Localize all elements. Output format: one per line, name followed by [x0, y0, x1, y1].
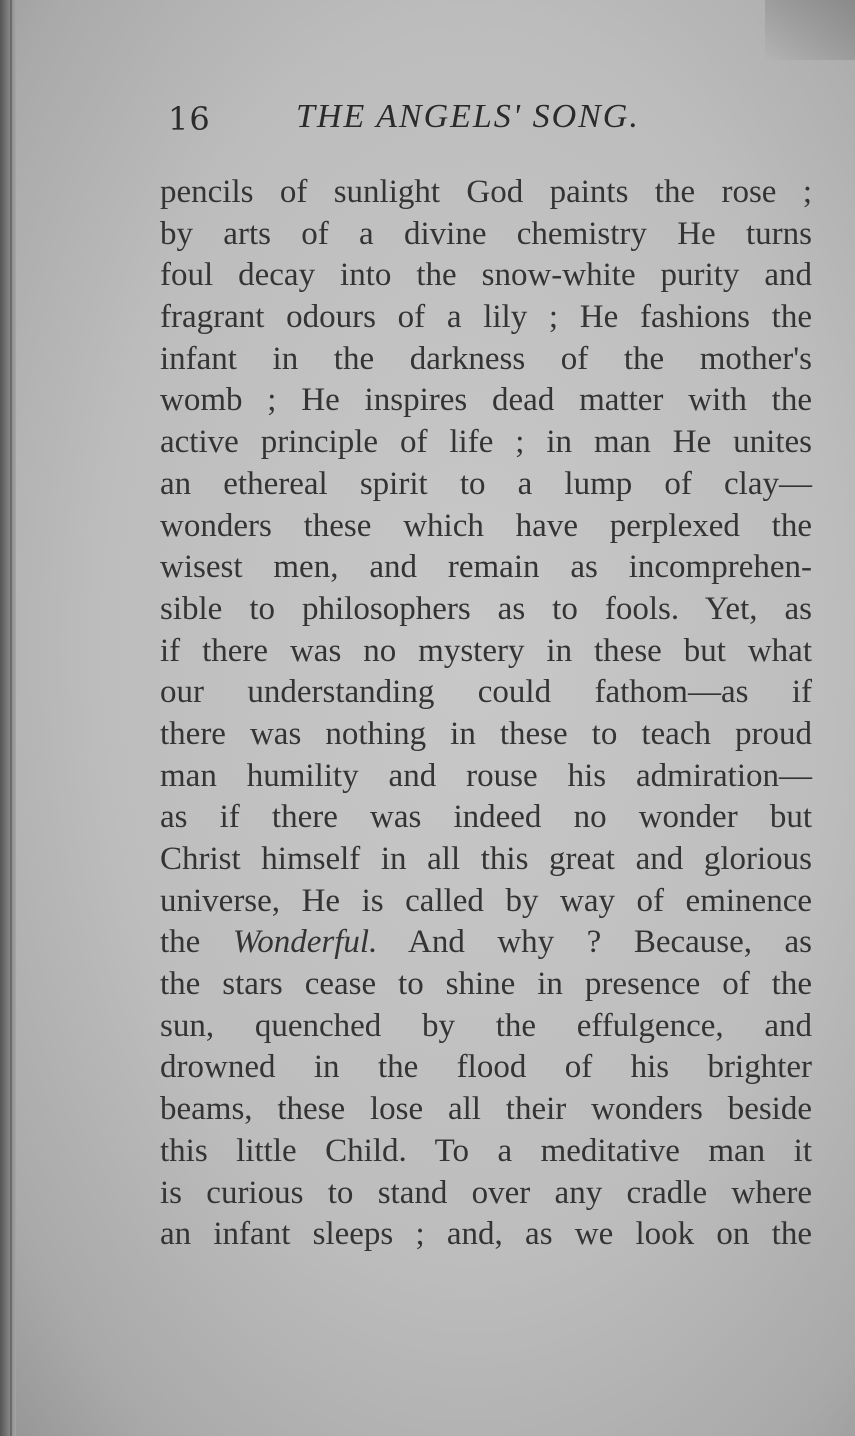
text-line: as if there was indeed no wonder but	[160, 799, 812, 836]
page-number: 16	[168, 100, 211, 138]
text-line: sible to philosophers as to fools. Yet, as	[160, 590, 812, 627]
page-spine-shadow	[0, 0, 16, 1436]
text-line: drowned in the flood of his brighter	[160, 1049, 812, 1086]
text-line-with-italic	[160, 922, 812, 964]
text-line: active principle of life ; in man He unites	[160, 424, 812, 461]
text-line: man humility and rouse his admiration—	[160, 757, 812, 794]
text-line: universe, He is called by way of eminence	[160, 882, 812, 919]
text-line: an infant sleeps ; and, as we look on the	[160, 1216, 812, 1253]
italic-word-wonderful: Wonderful.	[232, 924, 378, 961]
body-text	[160, 172, 812, 1256]
text-line: if there was no mystery in these but what	[160, 632, 812, 669]
text-line: infant in the darkness of the mother's	[160, 340, 812, 377]
text-line: beams, these lose all their wonders beside	[160, 1091, 812, 1128]
text-line: fragrant odours of a lily ; He fashions the	[160, 299, 812, 336]
line-19-after: And why ? Because, as	[377, 924, 812, 961]
line-19-before: the	[160, 924, 233, 961]
text-line: foul decay into the snow-white purity and	[160, 257, 812, 294]
text-line: pencils of sunlight God paints the rose ;	[160, 174, 812, 210]
text-line: is curious to stand over any cradle where	[160, 1174, 812, 1211]
text-line: this little Child. To a meditative man it	[160, 1132, 812, 1169]
text-line: wisest men, and remain as incomprehen-	[160, 549, 812, 586]
text-line: wonders these which have perplexed the	[160, 507, 812, 544]
page-edge-line	[10, 0, 12, 1436]
text-line: our understanding could fathom—as if	[160, 674, 812, 711]
text-line: an ethereal spirit to a lump of clay—	[160, 465, 812, 502]
text-line: there was nothing in these to teach proud	[160, 715, 812, 752]
running-title: THE ANGELS' SONG.	[296, 98, 640, 135]
text-line: the stars cease to shine in presence of the	[160, 966, 812, 1003]
running-head	[168, 98, 788, 142]
page-corner-shadow	[765, 0, 855, 60]
text-line: by arts of a divine chemistry He turns	[160, 215, 812, 252]
text-line: sun, quenched by the effulgence, and	[160, 1007, 812, 1044]
text-line: womb ; He inspires dead matter with the	[160, 382, 812, 419]
text-line: Christ himself in all this great and glorious	[160, 841, 812, 877]
